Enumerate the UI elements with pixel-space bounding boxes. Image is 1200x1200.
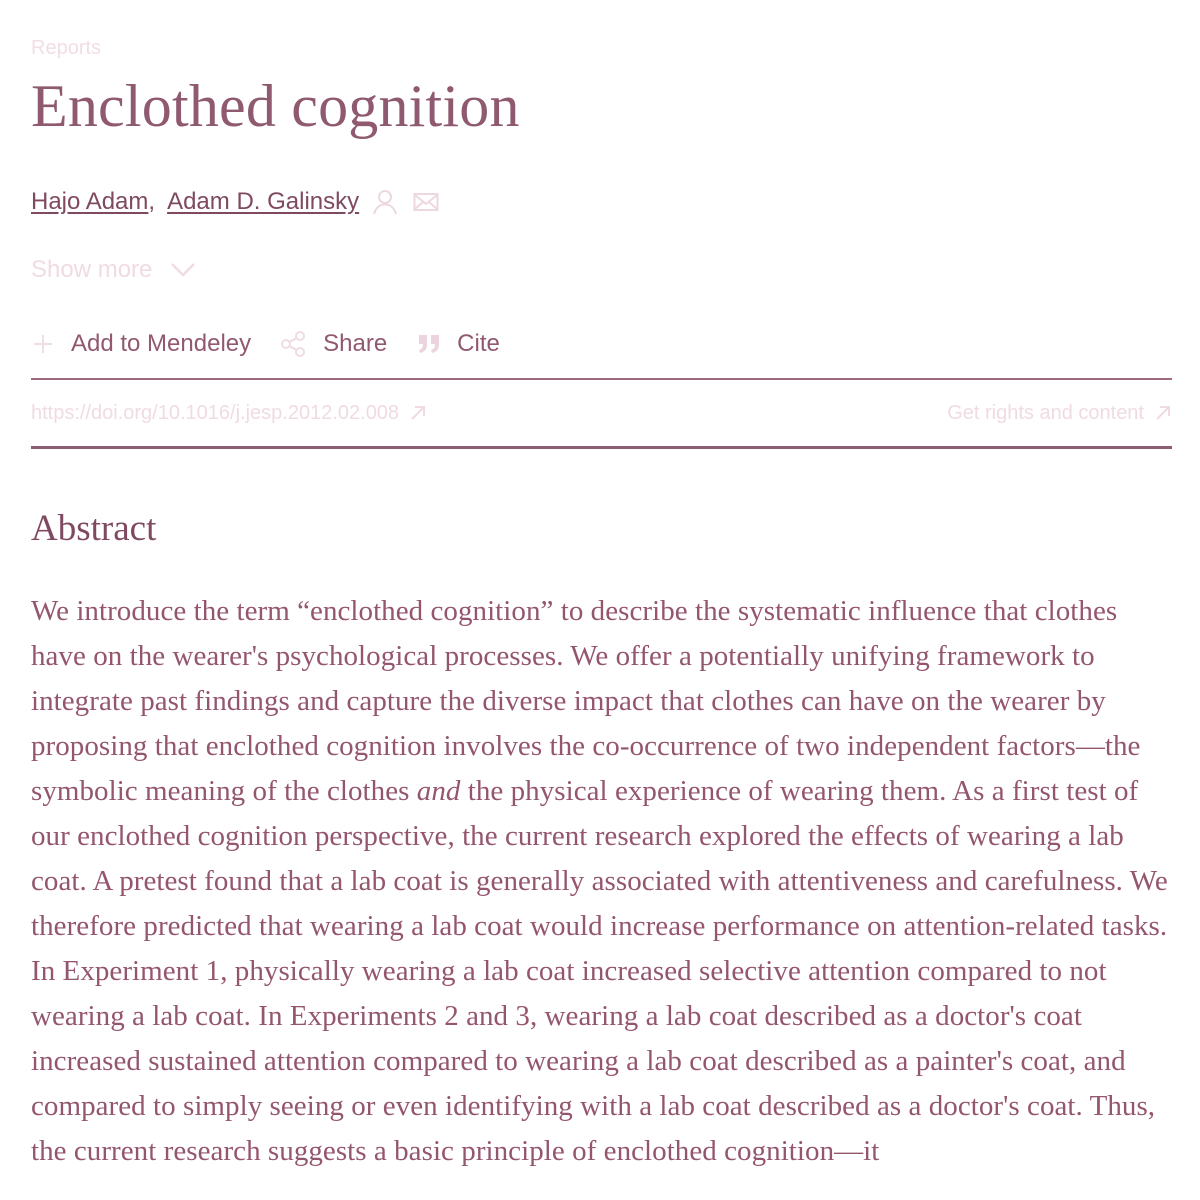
share-icon: [281, 331, 307, 357]
author-separator: ,: [148, 188, 156, 215]
article-actions: [31, 328, 1172, 360]
chevron-down-icon: [170, 262, 196, 278]
plus-icon: [31, 332, 55, 356]
share-label: Share: [323, 330, 388, 357]
abstract-text-after: the physical experience of wearing them. As a first test of our enclothed cognition perspective, the current research explored the effects of wearing a lab coat. A pretest found that a lab coat is generally associated with attentiveness and carefulness. We therefore predicted that wearing a lab coat would increase performance on attention-related tasks. In Experiment 1, physically wearing a lab coat increased selective attention compared to not wearing a lab coat. In Experiments 2 and 3, wearing a lab coat described as a doctor's coat increased sustained attention compared to wearing a lab coat described as a painter's coat, and compared to simply seeing or even identifying with a lab coat described as a doctor's coat. Thus, the current research suggests a basic principle of enclothed cognition—it: [31, 775, 1168, 1167]
show-more-button[interactable]: [31, 254, 196, 286]
add-to-mendeley-label: Add to Mendeley: [71, 330, 252, 357]
author-icons: [373, 189, 439, 215]
article-type: Reports: [31, 37, 102, 59]
abstract-text-before: We introduce the term “enclothed cognition” to describe the systematic influence that clothes have on the wearer's psychological processes. We offer a potentially unifying framework to integrate past findings and capture the diverse impact that clothes can have on the wearer by proposing that enclothed cognition involves the co-occurrence of two independent factors—the symbolic meaning of the clothes: [31, 595, 1141, 807]
external-link-icon: [1154, 404, 1172, 422]
abstract-heading: Abstract: [31, 508, 157, 549]
abstract-emphasis: and: [416, 775, 461, 807]
doi-link[interactable]: [31, 402, 427, 425]
show-more-label: Show more: [31, 256, 153, 283]
add-to-mendeley-button[interactable]: [31, 328, 251, 360]
external-link-icon: [409, 404, 427, 422]
rights-label: Get rights and content: [947, 401, 1144, 424]
quote-icon: [417, 333, 441, 355]
rights-link[interactable]: [947, 402, 1172, 425]
doi-label: https://doi.org/10.1016/j.jesp.2012.02.008: [31, 401, 400, 424]
author-link-hajo-adam[interactable]: Hajo Adam: [31, 188, 149, 215]
article-content: [31, 32, 1172, 1174]
cite-button[interactable]: [417, 328, 500, 360]
person-icon[interactable]: [373, 189, 397, 215]
mail-icon[interactable]: [413, 192, 439, 212]
author-list: [31, 184, 1172, 220]
abstract-text: [31, 589, 1172, 1174]
divider-bottom: [31, 446, 1172, 449]
article-title: Enclothed cognition: [31, 73, 520, 139]
cite-label: Cite: [457, 330, 500, 357]
article-links: [31, 380, 1172, 446]
abstract-section: [31, 507, 1172, 1174]
share-button[interactable]: [281, 328, 387, 360]
author-link-adam-galinsky[interactable]: Adam D. Galinsky: [167, 188, 360, 215]
